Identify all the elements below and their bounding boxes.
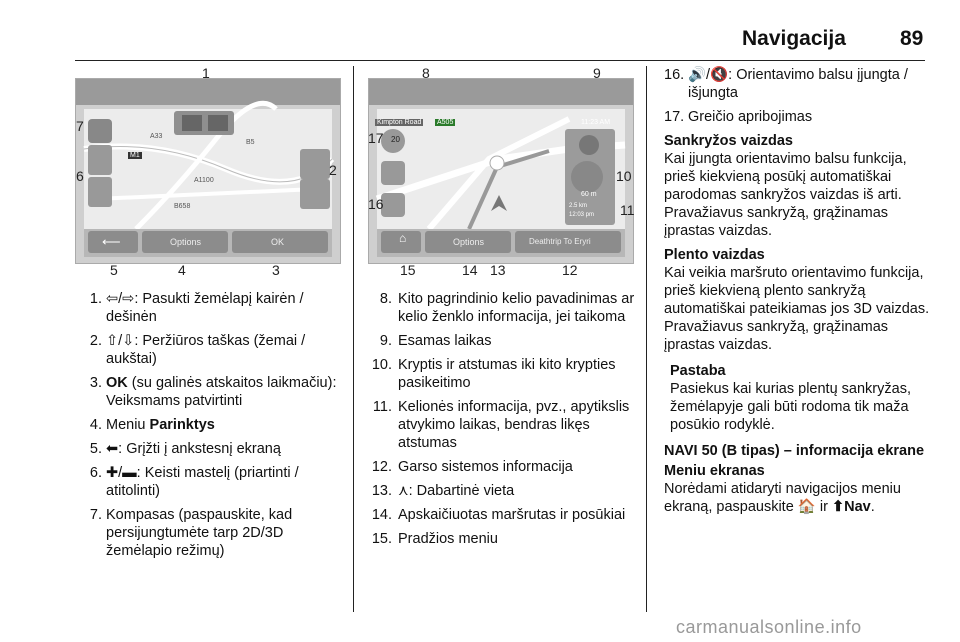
callout-4: 4 (178, 262, 186, 278)
road-label: B658 (174, 203, 191, 210)
callout-1: 1 (202, 65, 210, 81)
list-item: 5. ⬅: Grįžti į ankstesnį ekraną (89, 441, 281, 457)
list-item: 7. Kompasas (paspauskite, kad persijungtumėte tarp 2D/3D žemėlapio režimų) (89, 507, 293, 559)
list-item: 2. ⇧/⇩: Peržiūros taškas (žemai / aukštai) (89, 333, 306, 367)
road-name: Kimpton Road (377, 119, 422, 126)
list-item: 12. Garso sistemos informacija (371, 459, 573, 475)
road-label: M1 (130, 152, 140, 159)
list-item: 17. Greičio apribojimas (664, 109, 813, 125)
list-item: 8. Kito pagrindinio kelio pavadinimas ar kelio ženklo informacija, jei taikoma (379, 291, 635, 325)
options-button[interactable]: Options (453, 237, 485, 247)
callout-3: 3 (272, 262, 280, 278)
list-item: 13. ⋏: Dabartinė vieta (371, 483, 515, 499)
section-body: Kai įjungta orientavimo balsu funkcija, prieš kiekvieną posūkį automatiškai parodomas sankryžos vaizdas iš arti. Pravažiavus sankryžą, grąžinamas įprastas vaizdas. (664, 151, 907, 239)
note-title: Pastaba (670, 363, 726, 379)
speed-limit: 20 (391, 135, 400, 144)
page-title: Navigacija (742, 27, 846, 50)
section-body: Kai veikia maršruto orientavimo funkcija, prieš kiekvieną plento sankryžą automatiškai pateikiamas jos 3D vaizdas. Pravažiavus sankryžą, grąžinamas įprastas vaizdas. (664, 265, 930, 353)
callout-6: 6 (76, 168, 84, 184)
audio-source-button[interactable]: Deathtrip To Eryri (529, 237, 591, 246)
callout-9: 9 (593, 65, 601, 81)
callout-14: 14 (462, 262, 478, 278)
callout-15: 15 (400, 262, 416, 278)
note-block (664, 362, 930, 434)
current-time: 11:23 AM (581, 119, 611, 126)
footer-watermark: carmanualsonline.info (676, 617, 862, 637)
section-heading: Meniu ekranas (664, 463, 765, 479)
list-item: 16. 🔊/🔇: Orientavimo balsu įjungta / išjungta (664, 67, 908, 101)
trip-eta: 12:03 pm (569, 212, 595, 218)
list-item: 11. Kelionės informacija, pvz., apytikslis atvykimo laikas, bendras likęs atstumas (372, 399, 630, 451)
list-item: 6. ✚/▬: Keisti mastelį (priartinti / atitolinti) (89, 465, 299, 499)
text-column-3 (664, 66, 930, 522)
list-item: 14. Apskaičiuotas maršrutas ir posūkiai (371, 507, 626, 523)
map-screen-figure-2 (368, 78, 634, 264)
callout-12: 12 (562, 262, 578, 278)
column-divider-2 (646, 66, 647, 612)
list-item: 10. Kryptis ir atstumas iki kito krypties pasikeitimo (371, 357, 616, 391)
callout-8: 8 (422, 65, 430, 81)
back-button[interactable]: ⟵ (102, 234, 121, 249)
nav-arrow-icon: ⬆ (831, 499, 845, 515)
list-item: 3. OK (su galinės atskaitos laikmačiu): Veiksmams patvirtinti (89, 375, 337, 409)
header-rule (75, 60, 925, 61)
page-number: 89 (900, 27, 924, 50)
note-body: Pasiekus kai kurias plentų sankryžas, žemėlapyje gali būti rodoma tik maža posūkio rodyklė. (670, 381, 911, 433)
callout-5: 5 (110, 262, 118, 278)
callout-10: 10 (616, 168, 632, 184)
section-heading: Plento vaizdas (664, 247, 765, 263)
list-item: 15. Pradžios meniu (371, 531, 498, 547)
trip-distance: 2.5 km (569, 203, 588, 209)
options-button[interactable]: Options (170, 237, 202, 247)
callout-7: 7 (76, 118, 84, 134)
list-item: 4. Meniu Parinktys (89, 417, 215, 433)
section-body: Norėdami atidaryti navigacijos meniu ekraną, paspauskite 🏠 ir ⬆Nav. (664, 481, 901, 515)
legend-list-2 (362, 290, 638, 554)
ok-button[interactable]: OK (271, 237, 285, 247)
callout-16: 16 (368, 196, 384, 212)
column-divider-1 (353, 66, 354, 612)
road-label: B5 (246, 139, 255, 146)
list-item: 9. Esamas laikas (379, 333, 492, 349)
callout-2: 2 (329, 162, 337, 178)
section-heading: Sankryžos vaizdas (664, 133, 793, 149)
turn-distance: 60 m (581, 191, 597, 198)
list-item: 1. ⇦/⇨: Pasukti žemėlapį kairėn / dešinėn (89, 291, 304, 325)
road-id: A505 (437, 119, 454, 126)
callout-17: 17 (368, 130, 384, 146)
road-label: A33 (150, 133, 163, 140)
section-heading: NAVI 50 (B tipas) – informacija ekrane (664, 443, 925, 459)
page-header (0, 20, 960, 60)
road-label: A1100 (194, 177, 214, 184)
callout-11: 11 (620, 202, 635, 218)
legend-list-1 (82, 290, 344, 566)
home-icon[interactable]: ⌂ (399, 231, 407, 245)
callout-13: 13 (490, 262, 506, 278)
home-icon: 🏠 (797, 499, 816, 515)
map-screen-figure-1 (75, 78, 341, 264)
